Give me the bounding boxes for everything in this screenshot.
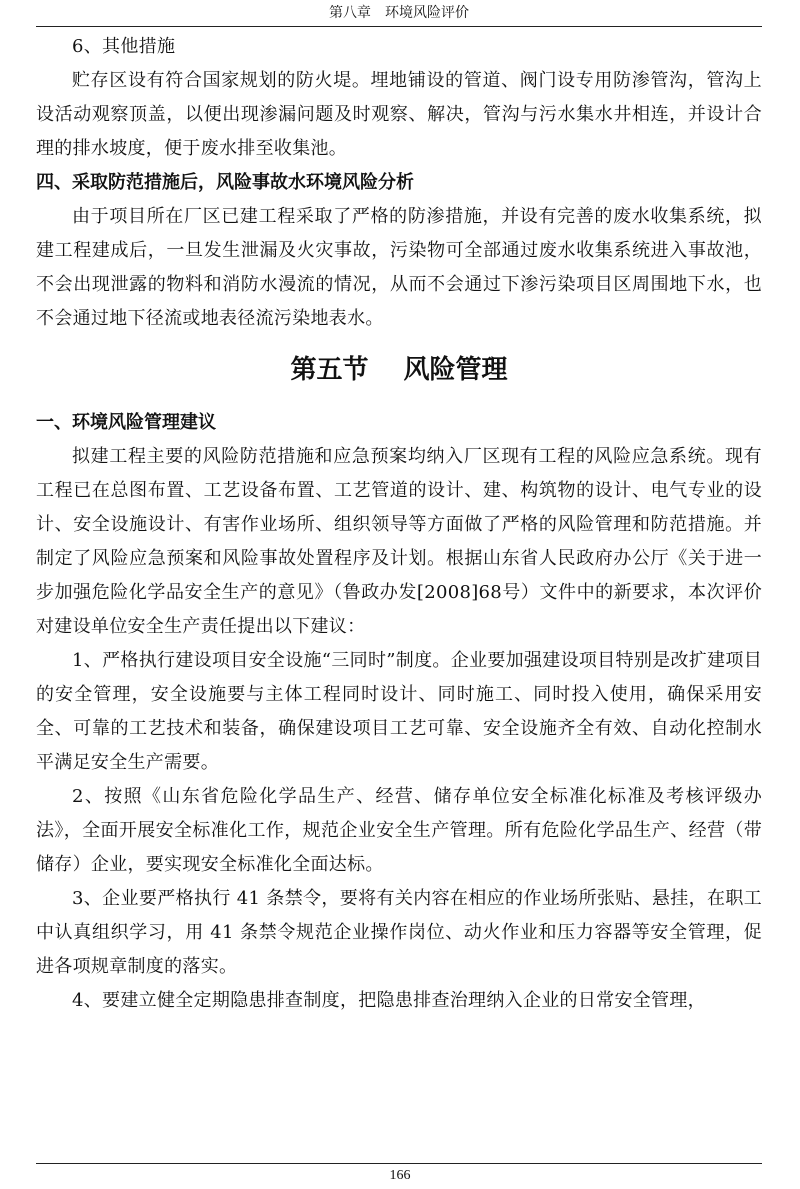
paragraph-item-1: 1、严格执行建设项目安全设施“三同时”制度。企业要加强建设项目特别是改扩建项目的安全管理，安全设施要与主体工程同时设计、同时施工、同时投入使用，确保采用安全、可靠的工艺技术和装备，确保建设项目工艺可靠、安全设施齐全有效、自动化控制水平满足安全生产需要。 [36,650,762,773]
paragraph-other-measures-title: 6、其他措施 [72,36,176,57]
document-body [36,30,762,1018]
header-title: 第八章 环境风险评价 [329,5,469,21]
section-title: 第五节 风险管理 [290,355,508,385]
paragraph-item-4: 4、要建立健全定期隐患排查制度，把隐患排查治理纳入企业的日常安全管理， [72,990,706,1011]
page-number: 166 [389,1168,411,1183]
paragraph-item-2: 2、按照《山东省危险化学品生产、经营、储存单位安全标准化标准及考核评级办法》，全面开展安全标准化工作，规范企业安全生产管理。所有危险化学品生产、经营（带储存）企业，要实现安全标准化全面达标。 [36,786,762,875]
paragraph-storage-area: 贮存区设有符合国家规划的防火堤。埋地铺设的管道、阀门设专用防渗管沟，管沟上设活动观察顶盖，以便出现渗漏问题及时观察、解决，管沟与污水集水井相连，并设计合理的排水坡度，便于废水排至收集池。 [36,70,762,159]
paragraph-item-3: 3、企业要严格执行 41 条禁令，要将有关内容在相应的作业场所张贴、悬挂，在职工中认真组织学习，用 41 条禁令规范企业操作岗位、动火作业和压力容器等安全管理，促进各项规章制度的落实。 [36,888,762,977]
page-header [36,0,762,27]
heading-management-suggestions: 一、环境风险管理建议 [36,412,216,433]
paragraph-risk-analysis: 由于项目所在厂区已建工程采取了严格的防渗措施，并设有完善的废水收集系统，拟建工程建成后，一旦发生泄漏及火灾事故，污染物可全部通过废水收集系统进入事故池，不会出现泄露的物料和消防水漫流的情况，从而不会通过下渗污染项目区周围地下水，也不会通过地下径流或地表径流污染地表水。 [36,206,762,329]
heading-risk-analysis: 四、采取防范措施后，风险事故水环境风险分析 [36,172,414,193]
paragraph-management-intro: 拟建工程主要的风险防范措施和应急预案均纳入厂区现有工程的风险应急系统。现有工程已在总图布置、工艺设备布置、工艺管道的设计、建、构筑物的设计、电气专业的设计、安全设施设计、有害作业场所、组织领导等方面做了严格的风险管理和防范措施。并制定了风险应急预案和风险事故处置程序及计划。根据山东省人民政府办公厅《关于进一步加强危险化学品安全生产的意见》（鲁政办发[2008]68号）文件中的新要求，本次评价对建设单位安全生产责任提出以下建议： [36,446,762,637]
footer-divider [36,1163,762,1164]
